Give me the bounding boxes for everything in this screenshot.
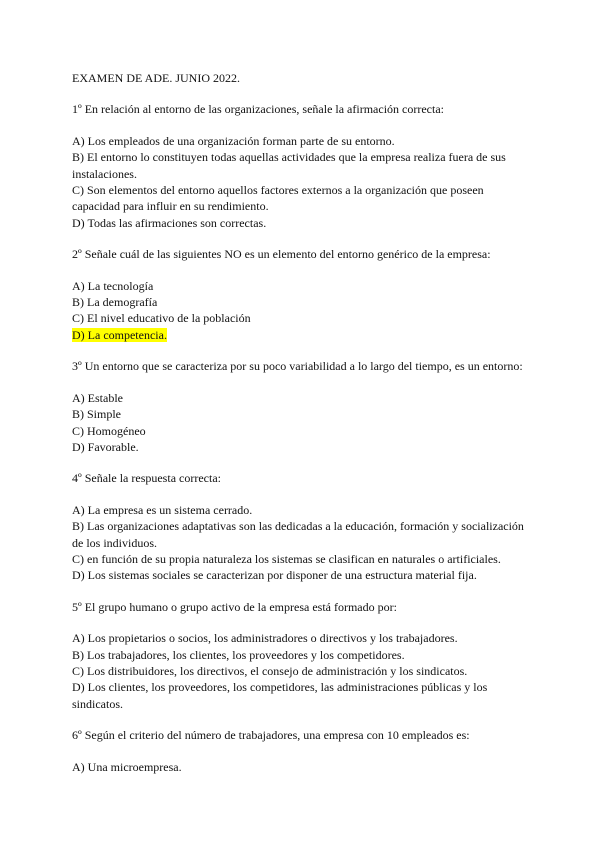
question-1	[72, 101, 532, 231]
question-text: 3º Un entorno que se caracteriza por su poco variabilidad a lo largo del tiempo, es un entorno:	[72, 359, 523, 374]
options-list	[72, 133, 532, 231]
question-text: 2º Señale cuál de las siguientes NO es un elemento del entorno genérico de la empresa:	[72, 247, 491, 262]
exam-title: EXAMEN DE ADE. JUNIO 2022.	[72, 71, 240, 85]
option-c: C) en función de su propia naturaleza los sistemas se clasifican en naturales o artificiales.	[72, 551, 501, 566]
option-b: B) Las organizaciones adaptativas son las dedicadas a la educación, formación y socialización de los individuos.	[72, 519, 524, 550]
option-b: B) El entorno lo constituyen todas aquellas actividades que la empresa realiza fuera de sus instalaciones.	[72, 150, 506, 181]
option-a: A) La empresa es un sistema cerrado.	[72, 502, 253, 517]
option-b: B) La demografía	[72, 295, 158, 310]
option-c: C) Homogéneo	[72, 423, 146, 438]
question-3	[72, 358, 532, 455]
question-6	[72, 727, 532, 775]
option-d-highlighted	[72, 327, 532, 343]
option-d: D) Favorable.	[72, 439, 139, 454]
question-text: 5º El grupo humano o grupo activo de la empresa está formado por:	[72, 599, 397, 614]
question-text: 4º Señale la respuesta correcta:	[72, 471, 221, 486]
option-a: A) La tecnología	[72, 278, 154, 293]
question-text: 1º En relación al entorno de las organizaciones, señale la afirmación correcta:	[72, 102, 444, 117]
options-list	[72, 278, 532, 344]
option-d: D) Todas las afirmaciones son correctas.	[72, 215, 267, 230]
option-c: C) El nivel educativo de la población	[72, 311, 251, 326]
option-d: D) Los clientes, los proveedores, los competidores, las administraciones públicas y los sindicatos.	[72, 680, 488, 711]
option-b: B) Los trabajadores, los clientes, los proveedores y los competidores.	[72, 647, 405, 662]
options-list	[72, 630, 532, 712]
question-text: 6º Según el criterio del número de trabajadores, una empresa con 10 empleados es:	[72, 728, 470, 743]
question-4	[72, 470, 532, 583]
option-c: C) Son elementos del entorno aquellos factores externos a la organización que poseen capacidad para influir en su rendimiento.	[72, 183, 484, 214]
option-a: A) Una microempresa.	[72, 759, 182, 774]
option-d: D) Los sistemas sociales se caracterizan por disponer de una estructura material fija.	[72, 568, 477, 583]
option-c: C) Los distribuidores, los directivos, el consejo de administración y los sindicatos.	[72, 663, 468, 678]
option-b: B) Simple	[72, 407, 122, 422]
document-content	[72, 70, 532, 790]
question-2	[72, 246, 532, 343]
options-list	[72, 759, 532, 775]
options-list	[72, 390, 532, 456]
option-a: A) Los empleados de una organización forman parte de su entorno.	[72, 133, 395, 148]
highlighted-answer: D) La competencia.	[72, 327, 167, 342]
question-5	[72, 599, 532, 712]
options-list	[72, 502, 532, 584]
option-a: A) Estable	[72, 390, 123, 405]
option-a: A) Los propietarios o socios, los administradores o directivos y los trabajadores.	[72, 631, 458, 646]
